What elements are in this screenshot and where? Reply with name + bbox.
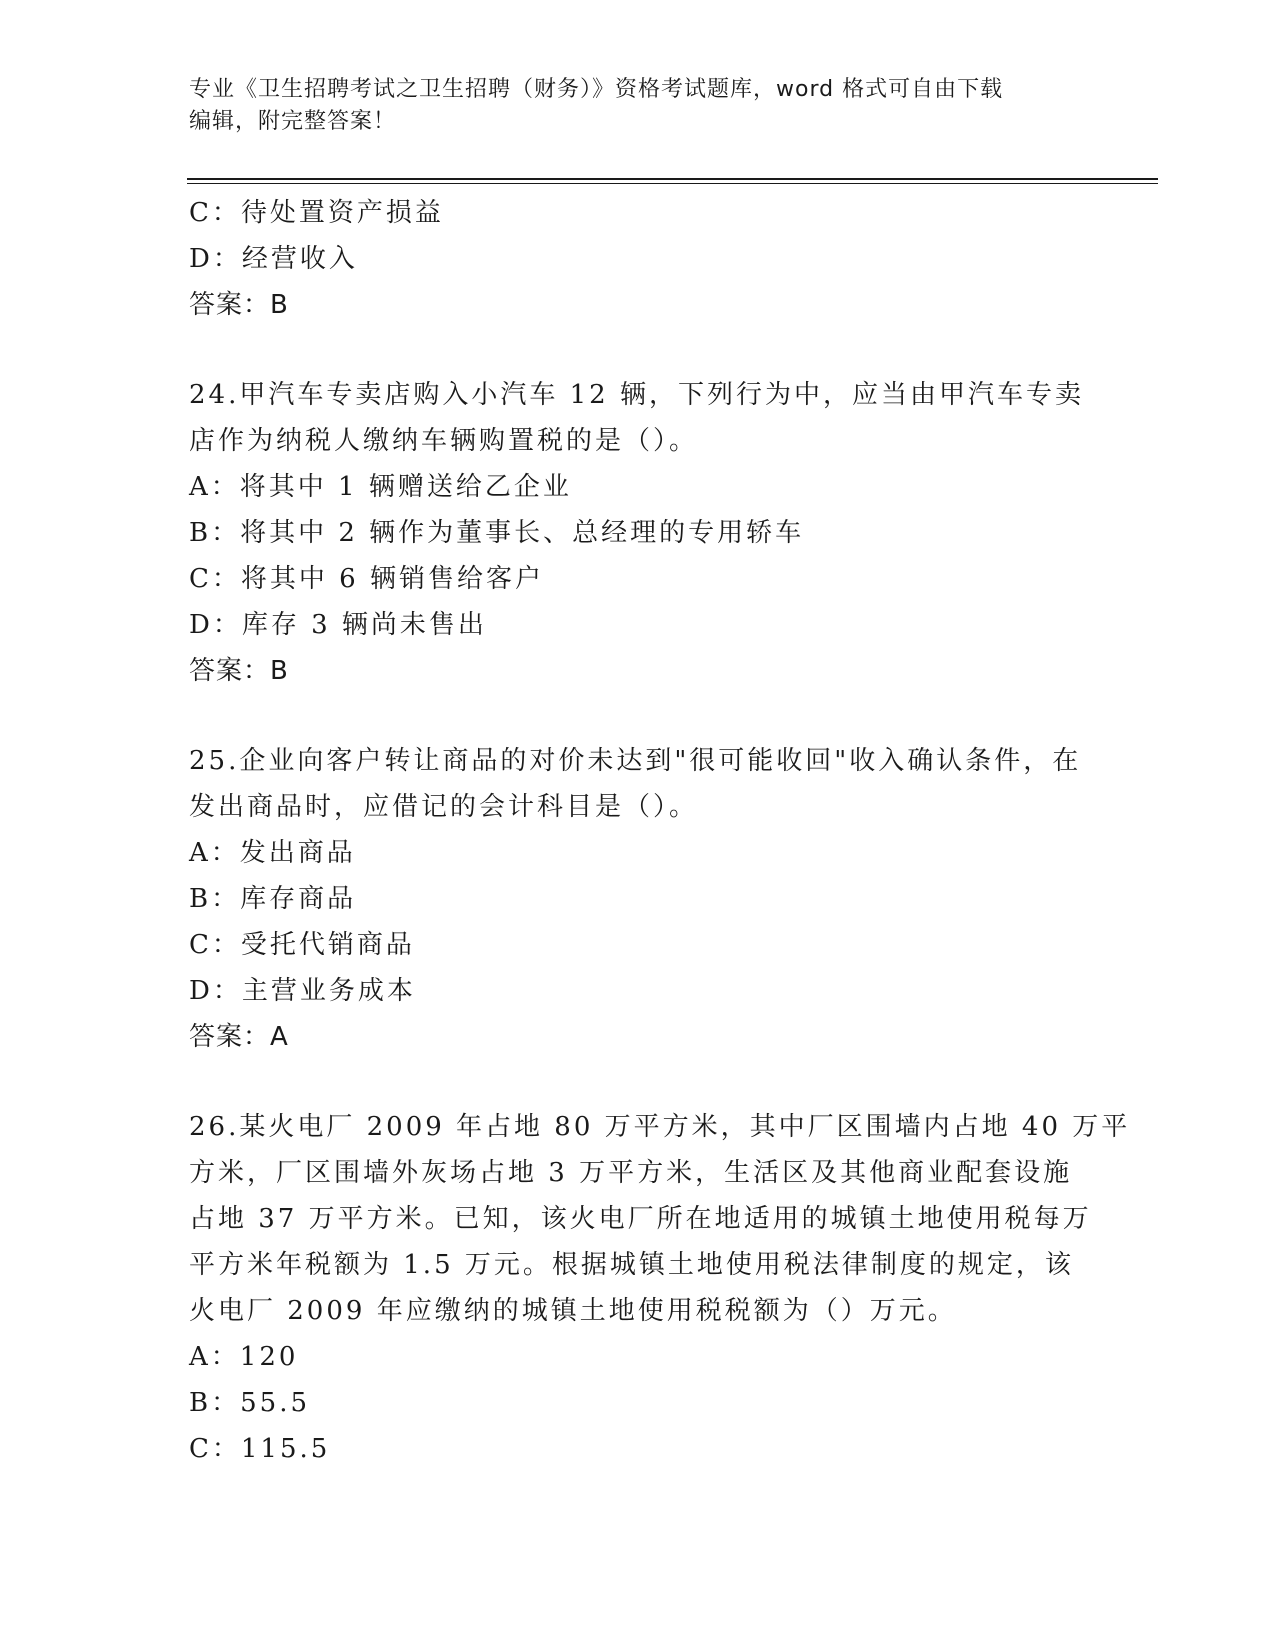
question-stem-line: 火电厂 2009 年应缴纳的城镇土地使用税税额为（）万元。 <box>189 1296 957 1326</box>
question-content <box>189 190 1131 1472</box>
question-stem-line: 24.甲汽车专卖店购入小汽车 12 辆，下列行为中，应当由甲汽车专卖 <box>189 380 1084 410</box>
question-stem-line: 占地 37 万平方米。已知，该火电厂所在地适用的城镇土地使用税每万 <box>189 1204 1092 1234</box>
question-stem-line: 25.企业向客户转让商品的对价未达到"很可能收回"收入确认条件，在 <box>189 746 1082 776</box>
spacer <box>189 694 1089 738</box>
question-24 <box>189 372 1089 694</box>
option-c: C：待处置资产损益 <box>189 198 444 228</box>
option-b: B：55.5 <box>189 1388 310 1418</box>
answer: 答案：B <box>189 290 289 320</box>
question-stem-line: 26.某火电厂 2009 年占地 80 万平方米，其中厂区围墙内占地 40 万平 <box>189 1112 1131 1142</box>
question-stem-line: 平方米年税额为 1.5 万元。根据城镇土地使用税法律制度的规定，该 <box>189 1250 1074 1280</box>
question-25 <box>189 738 1089 1060</box>
answer: 答案：B <box>189 656 289 686</box>
spacer <box>189 1060 1089 1104</box>
question-23 <box>189 190 1089 328</box>
answer: 答案：A <box>189 1022 289 1052</box>
question-26 <box>189 1104 1131 1472</box>
option-c: C：115.5 <box>189 1434 331 1464</box>
header-rule-thick <box>187 178 1158 180</box>
spacer <box>189 328 1089 372</box>
option-a: A：发出商品 <box>189 838 356 868</box>
question-stem-line: 方米，厂区围墙外灰场占地 3 万平方米，生活区及其他商业配套设施 <box>189 1158 1073 1188</box>
header-rule-thin <box>187 183 1158 184</box>
question-stem-line: 发出商品时，应借记的会计科目是（）。 <box>189 792 699 822</box>
option-a: A：120 <box>189 1342 299 1372</box>
header-line-1: 专业《卫生招聘考试之卫生招聘（财务）》资格考试题库，word 格式可自由下载 <box>189 77 1004 102</box>
question-stem-line: 店作为纳税人缴纳车辆购置税的是（）。 <box>189 426 699 456</box>
document-header <box>189 74 1079 138</box>
option-c: C：受托代销商品 <box>189 930 415 960</box>
option-a: A：将其中 1 辆赠送给乙企业 <box>189 472 572 502</box>
option-d: D：主营业务成本 <box>189 976 416 1006</box>
option-d: D：库存 3 辆尚未售出 <box>189 610 487 640</box>
option-b: B：将其中 2 辆作为董事长、总经理的专用轿车 <box>189 518 805 548</box>
option-d: D：经营收入 <box>189 244 358 274</box>
option-c: C：将其中 6 辆销售给客户 <box>189 564 544 594</box>
option-b: B：库存商品 <box>189 884 357 914</box>
header-line-2: 编辑，附完整答案！ <box>189 109 397 134</box>
